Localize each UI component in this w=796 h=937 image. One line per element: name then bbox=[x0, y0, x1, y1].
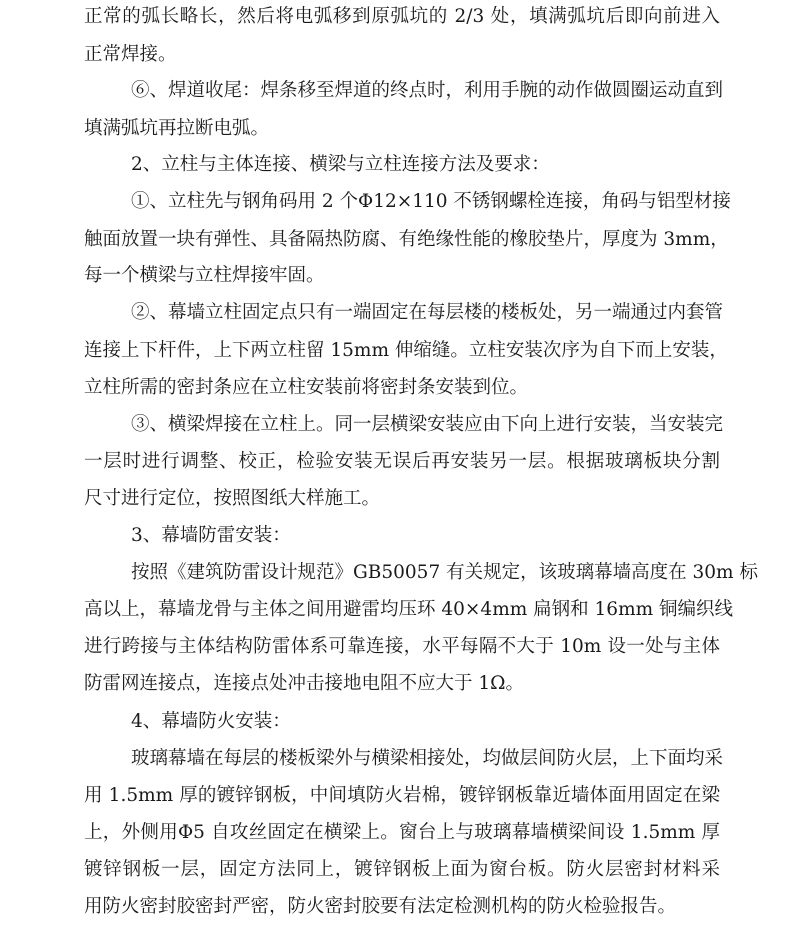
paragraph-line: 连接上下杆件，上下两立柱留 15mm 伸缩缝。立柱安装次序为自下而上安装， bbox=[84, 340, 728, 361]
paragraph-line: 正常的弧长略长，然后将电弧移到原弧坑的 2/3 处，填满弧坑后即向前进入 bbox=[84, 6, 720, 27]
section-heading: 4、幕墙防火安装： bbox=[131, 711, 291, 732]
paragraph-line: ②、幕墙立柱固定点只有一端固定在每层楼的楼板处，另一端通过内套管 bbox=[131, 302, 724, 323]
paragraph-line: 用防火密封胶密封严密，防火密封胶要有法定检测机构的防火检验报告。 bbox=[84, 896, 677, 917]
section-heading: 3、幕墙防雷安装： bbox=[131, 525, 291, 546]
paragraph-line: 按照《建筑防雷设计规范》GB50057 有关规定，该玻璃幕墙高度在 30m 标 bbox=[131, 562, 758, 583]
paragraph-line: 上，外侧用Φ5 自攻丝固定在横梁上。窗台上与玻璃幕墙横梁间设 1.5mm 厚 bbox=[84, 822, 720, 843]
paragraph-line: 高以上，幕墙龙骨与主体之间用避雷均压环 40×4mm 扁钢和 16mm 铜编织线 bbox=[84, 599, 734, 620]
paragraph-line: 防雷网连接点，连接点处冲击接地电阻不应大于 1Ω。 bbox=[84, 673, 524, 694]
paragraph-line: 每一个横梁与立柱焊接牢固。 bbox=[84, 265, 325, 286]
paragraph-line: ③、横梁焊接在立柱上。同一层横梁安装应由下向上进行安装，当安装完 bbox=[131, 414, 724, 435]
paragraph-line: 尺寸进行定位，按照图纸大样施工。 bbox=[84, 488, 381, 509]
paragraph-line: 正常焊接。 bbox=[84, 44, 177, 65]
paragraph-line: 用 1.5mm 厚的镀锌钢板，中间填防火岩棉，镀锌钢板靠近墙体面用固定在梁 bbox=[84, 785, 720, 806]
paragraph-line: 进行跨接与主体结构防雷体系可靠连接，水平每隔不大于 10m 设一处与主体 bbox=[84, 636, 720, 657]
paragraph-line: 填满弧坑再拉断电弧。 bbox=[84, 118, 270, 139]
paragraph-line: 一层时进行调整、校正，检验安装无误后再安装另一层。根据玻璃板块分割 bbox=[84, 451, 720, 472]
paragraph-line: ①、立柱先与钢角码用 2 个Φ12×110 不锈钢螺栓连接，角码与铝型材接 bbox=[131, 191, 731, 212]
paragraph-line: ⑥、焊道收尾：焊条移至焊道的终点时，利用手腕的动作做圆圈运动直到 bbox=[131, 80, 724, 101]
section-heading: 2、立柱与主体连接、横梁与立柱连接方法及要求： bbox=[131, 154, 550, 175]
paragraph-line: 玻璃幕墙在每层的楼板梁外与横梁相接处，均做层间防火层，上下面均采 bbox=[131, 748, 724, 769]
paragraph-line: 立柱所需的密封条应在立柱安装前将密封条安装到位。 bbox=[84, 377, 529, 398]
paragraph-line: 触面放置一块有弹性、具备隔热防腐、有绝缘性能的橡胶垫片，厚度为 3mm， bbox=[84, 229, 729, 250]
paragraph-line: 镀锌钢板一层，固定方法同上，镀锌钢板上面为窗台板。防火层密封材料采 bbox=[84, 859, 720, 880]
